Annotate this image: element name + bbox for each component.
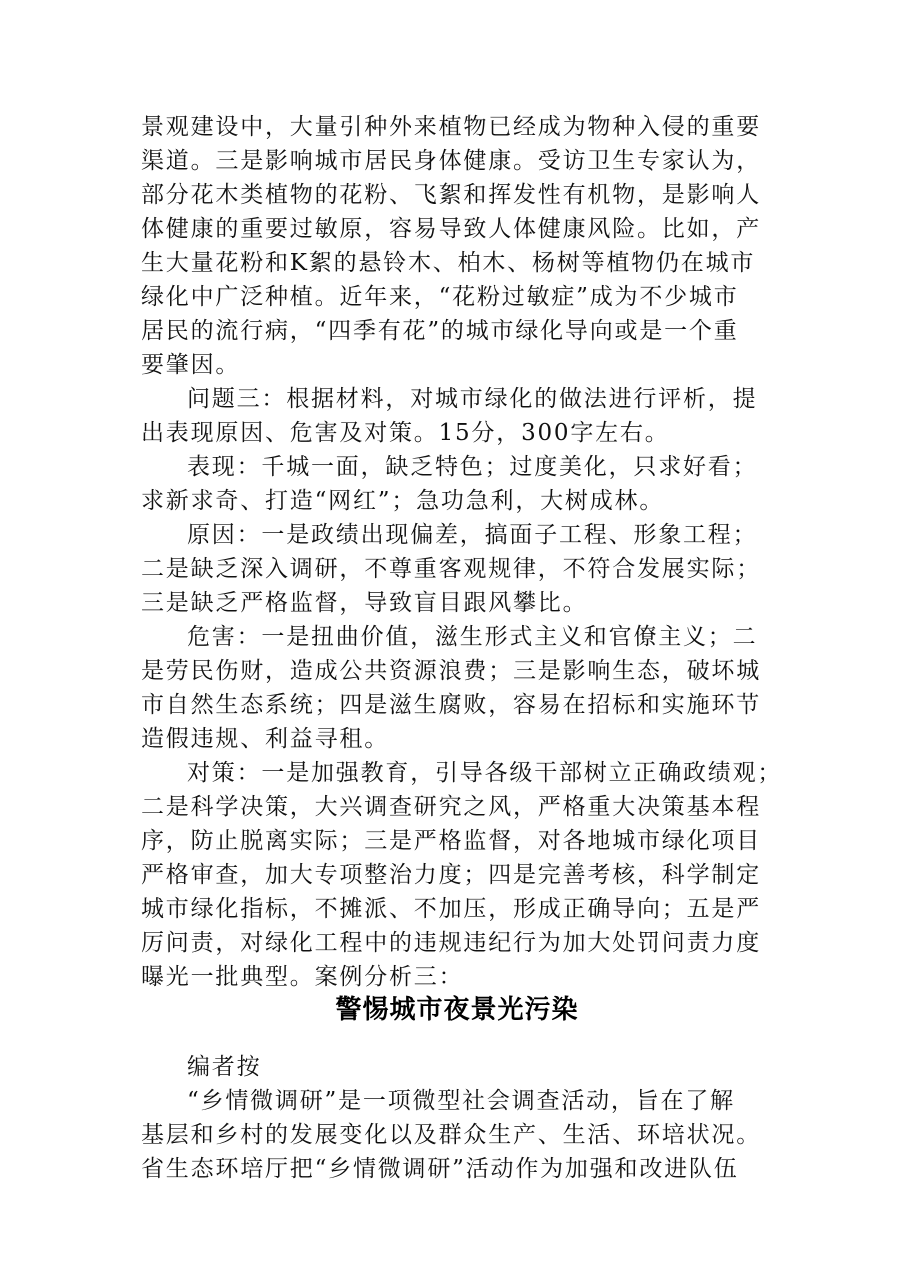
text-line: 生大量花粉和K絮的悬铃木、柏木、杨树等植物仍在城市 <box>141 250 756 276</box>
text-line: 部分花木类植物的花粉、飞絮和挥发性有机物，是影响人 <box>141 182 761 208</box>
harm-line: 危害：一是扭曲价值，滋生形式主义和官僚主义；二 <box>187 624 758 650</box>
text-line: 造假违规、利益寻租。 <box>141 726 389 752</box>
text-line: 二是科学决策，大兴调查研究之风，严格重大决策基本程 <box>141 794 761 820</box>
text-line: 渠道。三是影响城市居民身体健康。受访卫生专家认为， <box>141 148 761 174</box>
text-line: 是劳民伤财，造成公共资源浪费；三是影响生态，破坏城 <box>141 658 761 684</box>
text-line: 基层和乡村的发展变化以及群众生产、生活、环培状况。 <box>141 1122 761 1148</box>
text-line: 严格审查，加大专项整治力度；四是完善考核，科学制定 <box>141 862 761 888</box>
text-line: 曝光一批典型。案例分析三： <box>141 964 464 990</box>
manifestation-line: 表现：千城一面，缺乏特色；过度美化，只求好看； <box>187 454 758 480</box>
section-title: 警惕城市夜景光污染 <box>335 995 579 1025</box>
text-line: 居民的流行病，“四季有花”的城市绿化导向或是一个重 <box>141 318 739 344</box>
text-line: 三是缺乏严格监督，导致盲目跟风攀比。 <box>141 590 588 616</box>
countermeasure-line: 对策：一是加强教育，引导各级干部树立正确政绩观； <box>187 760 783 786</box>
text-line: 厉问责，对绿化工程中的违规违纪行为加大处罚问责力度 <box>141 930 761 956</box>
question-heading-line: 问题三：根据材料，对城市绿化的做法进行评析，提 <box>187 386 758 412</box>
text-line: 市自然生态系统；四是滋生腐败，容易在招标和实施环节 <box>141 692 761 718</box>
text-line: 序，防止脱离实际；三是严格监督，对各地城市绿化项目 <box>141 828 761 854</box>
text-line: 求新求奇、打造“网红”；急功急利，大树成林。 <box>141 488 665 514</box>
text-line: 要肇因。 <box>141 352 241 378</box>
reason-line: 原因：一是政绩出现偏差，搞面子工程、形象工程； <box>187 522 758 548</box>
text-line: 出表现原因、危害及对策。15分，300字左右。 <box>141 420 670 446</box>
after-title-text <box>141 1050 781 1186</box>
body-text <box>141 110 781 994</box>
text-line: 二是缺乏深入调研，不尊重客观规律，不符合发展实际； <box>141 556 761 582</box>
text-line: 体健康的重要过敏原，容易导致人体健康风险。比如，产 <box>141 216 761 242</box>
text-line: 绿化中广泛种植。近年来，“花粉过敏症”成为不少城市 <box>141 284 739 310</box>
editor-note-heading: 编者按 <box>187 1054 262 1080</box>
text-line: “乡情微调研”是一项微型社会调查活动，旨在了解 <box>187 1088 735 1114</box>
text-line: 省生态环培厅把“乡情微调研”活动作为加强和改进队伍 <box>141 1156 739 1182</box>
text-line: 城市绿化指标，不摊派、不加压，形成正确导向；五是严 <box>141 896 761 922</box>
text-line: 景观建设中，大量引种外来植物已经成为物种入侵的重要 <box>141 114 761 140</box>
